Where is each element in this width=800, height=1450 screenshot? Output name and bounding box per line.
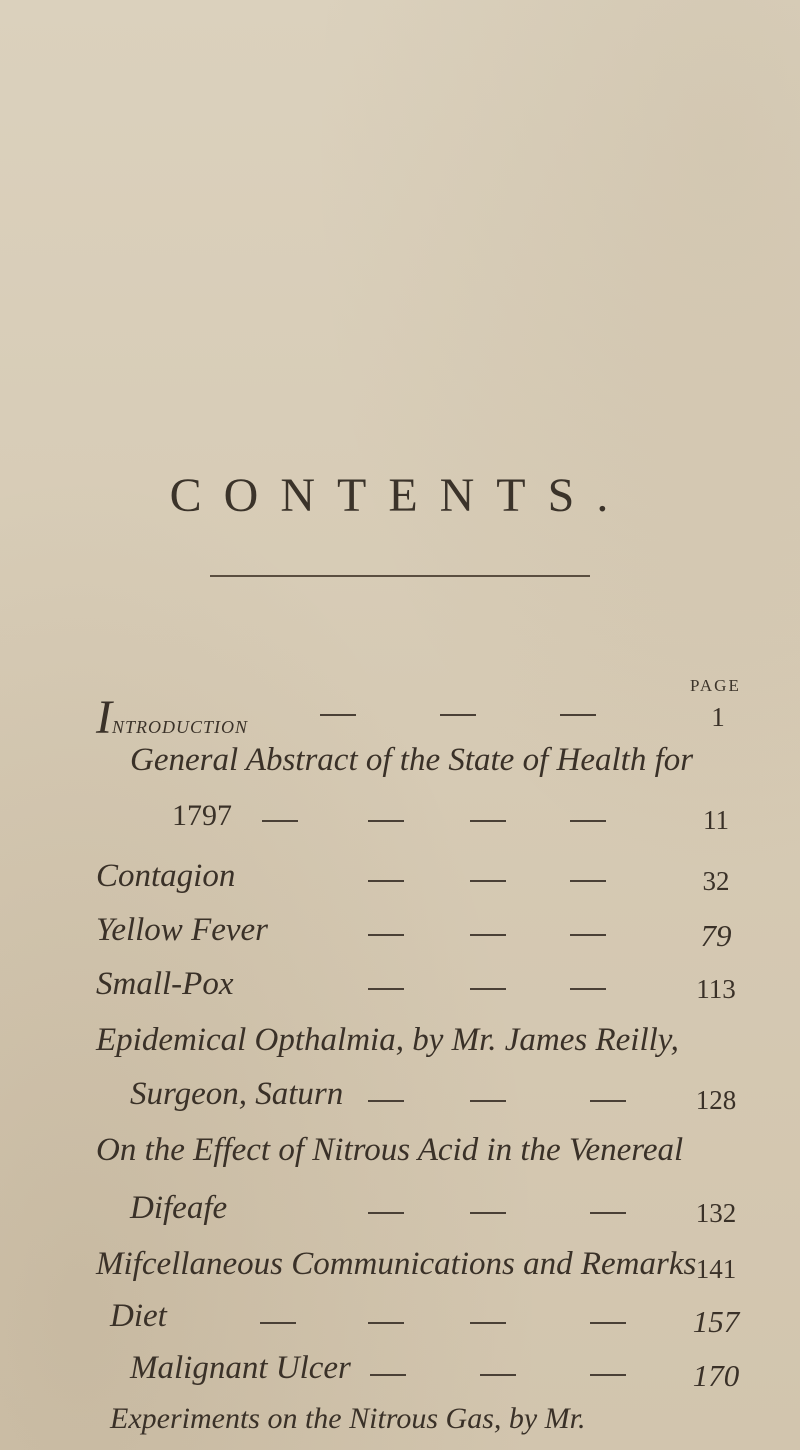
leader-dash xyxy=(480,1374,516,1376)
leader-dash xyxy=(368,934,404,936)
leader-dash xyxy=(368,988,404,990)
toc-entry-general-abstract: General Abstract of the State of Health for xyxy=(130,742,694,778)
toc-entry-small-pox: Small-Pox xyxy=(96,966,234,1002)
leader-dash xyxy=(470,988,506,990)
entry-page-number: 79 xyxy=(700,918,732,953)
entry-page-number: 128 xyxy=(695,1085,737,1115)
leader-dash xyxy=(320,714,356,716)
toc-entry-continuation: Difeafe xyxy=(130,1190,228,1226)
leader-dash xyxy=(260,1322,296,1324)
leader-dash xyxy=(570,988,606,990)
toc-entry-continuation: Surgeon, Saturn xyxy=(130,1076,344,1112)
leader-dash xyxy=(470,934,506,936)
toc-entry-epidemical-opthalmia: Epidemical Opthalmia, by Mr. James Reilly, xyxy=(96,1022,679,1058)
entry-page-number: 157 xyxy=(692,1304,740,1339)
leader-dash xyxy=(570,880,606,882)
leader-dash xyxy=(368,1100,404,1102)
leader-dash xyxy=(262,820,298,822)
title-rule xyxy=(210,575,590,577)
drop-cap: I xyxy=(96,691,112,744)
leader-dash xyxy=(560,714,596,716)
leader-dash xyxy=(470,880,506,882)
page-column-label: PAGE xyxy=(690,676,741,695)
toc-entry-continuation: 1797 xyxy=(172,799,232,832)
leader-dash xyxy=(470,820,506,822)
leader-dash xyxy=(368,1212,404,1214)
entry-page-number: 1 xyxy=(711,702,725,732)
entry-title: NTRODUCTION xyxy=(111,717,249,737)
leader-dash xyxy=(590,1100,626,1102)
leader-dash xyxy=(590,1374,626,1376)
leader-dash xyxy=(368,880,404,882)
entry-page-number: 11 xyxy=(703,805,729,835)
toc-entry-diet: Diet xyxy=(110,1298,167,1334)
toc-entry-nitrous-gas: Experiments on the Nitrous Gas, by Mr. xyxy=(110,1402,586,1435)
toc-entry-malignant-ulcer: Malignant Ulcer xyxy=(130,1350,351,1386)
entry-page-number: 141 xyxy=(695,1254,737,1284)
leader-dash xyxy=(570,934,606,936)
leader-dash xyxy=(470,1322,506,1324)
toc-entry-miscellaneous: Mifcellaneous Communications and Remarks xyxy=(96,1246,697,1282)
entry-page-number: 170 xyxy=(692,1358,740,1393)
leader-dash xyxy=(368,820,404,822)
entry-page-number: 113 xyxy=(696,974,736,1004)
leader-dash xyxy=(440,714,476,716)
toc-entry-contagion: Contagion xyxy=(96,858,236,894)
toc-entry-yellow-fever: Yellow Fever xyxy=(96,912,269,948)
entry-page-number: 132 xyxy=(695,1198,737,1228)
leader-dash xyxy=(470,1100,506,1102)
entry-page-number: 32 xyxy=(702,866,730,896)
leader-dash xyxy=(370,1374,406,1376)
toc-entry-nitrous-acid: On the Effect of Nitrous Acid in the Venereal xyxy=(96,1132,684,1168)
leader-dash xyxy=(470,1212,506,1214)
toc-entry-introduction xyxy=(96,690,248,745)
leader-dash xyxy=(570,820,606,822)
page-title: CONTENTS. xyxy=(169,469,631,522)
leader-dash xyxy=(368,1322,404,1324)
leader-dash xyxy=(590,1212,626,1214)
leader-dash xyxy=(590,1322,626,1324)
